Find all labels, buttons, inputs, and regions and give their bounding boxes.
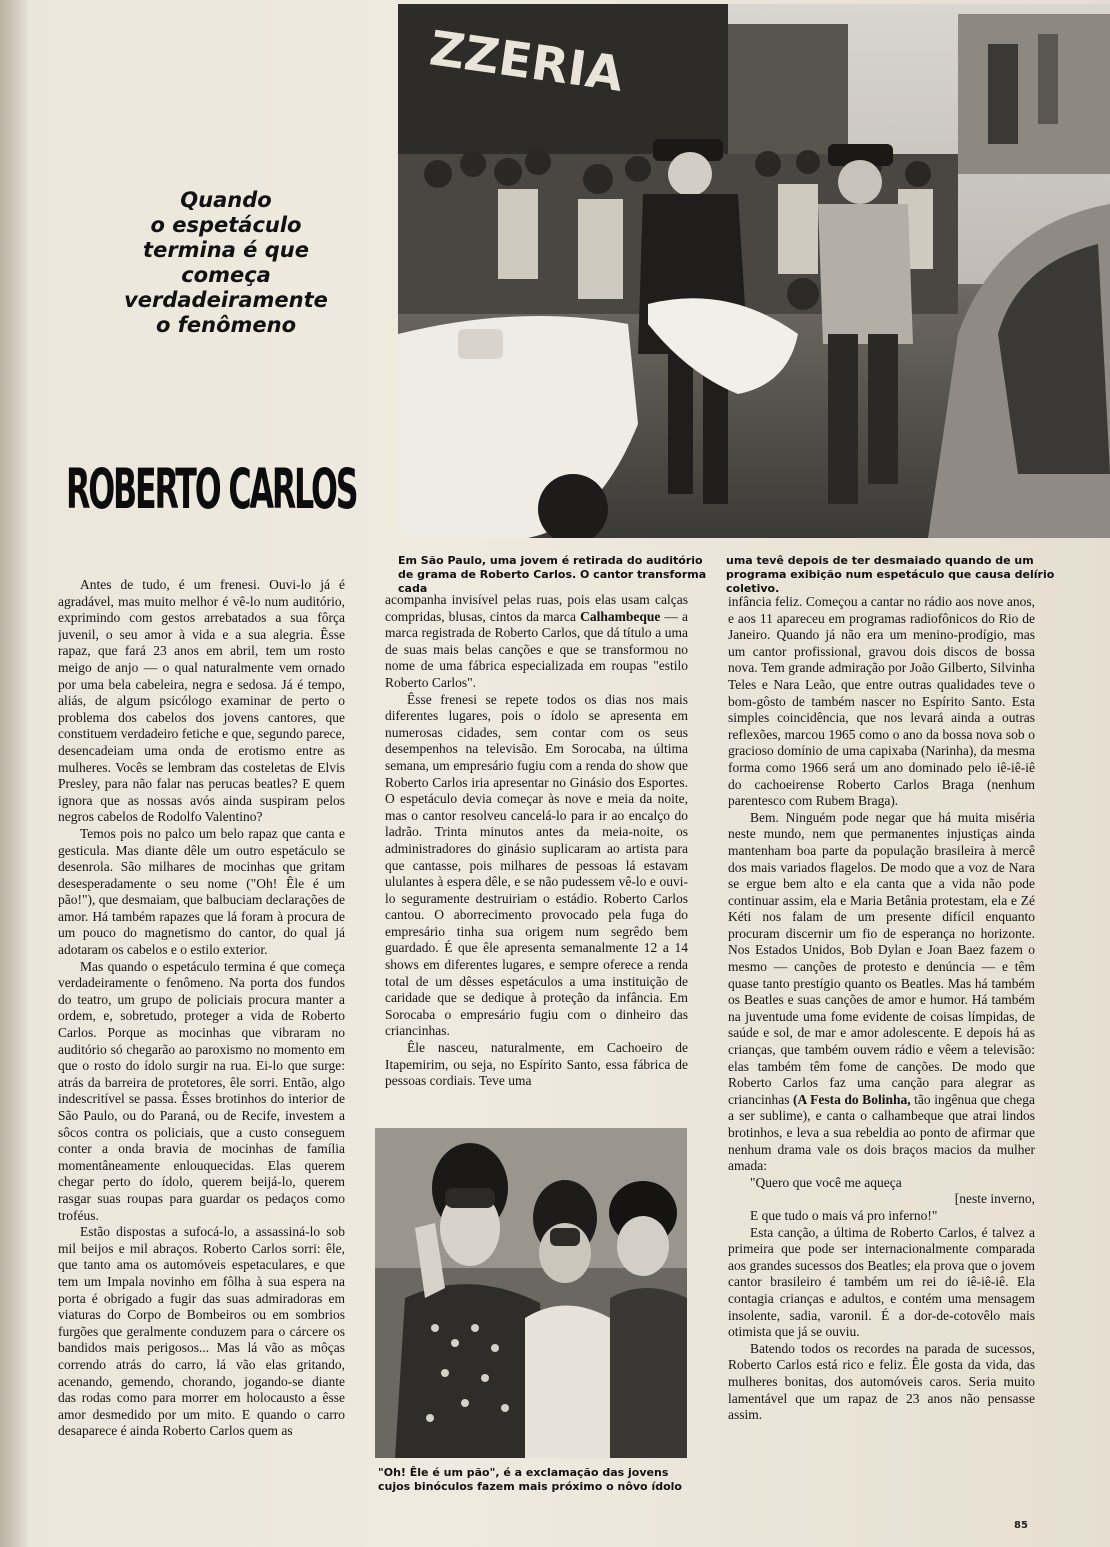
page-number: 85 <box>1014 1520 1028 1531</box>
article-headline <box>96 188 356 338</box>
article-column-2 <box>385 592 688 1128</box>
paragraph: Esta canção, a última de Roberto Carlos, é talvez a primeira que pode ser internacionalmente comparada aos grandes sucessos dos Beatles; ela prova que o jovem cantor brasileiro é também um rei do iê-iê-iê. Ela contagia crianças e adultos, e contém uma mensagem insolente, sadia, varonil. É a dor-de-cotovêlo mais otimista que já se ouviu. <box>728 1224 1035 1340</box>
page-spine-shadow <box>0 0 28 1547</box>
quote-line: [neste inverno, <box>954 1191 1035 1207</box>
text-run: — a marca registrada de Roberto Carlos, que dá título a uma de suas mais belas canções e que se transformou no nome de uma fábrica especializada em roupas "estilo Roberto Carlos". <box>385 608 688 690</box>
photo-top-caption-left: Em São Paulo, uma jovem é retirada do auditório de grama de Roberto Carlos. O cantor transforma cada <box>398 554 707 595</box>
photo-street-police <box>398 4 1110 538</box>
song-title: (A Festa do Bolinha, <box>793 1091 911 1107</box>
headline-line: Quando <box>180 188 272 212</box>
paragraph <box>728 810 1035 1175</box>
paragraph: Batendo todos os recordes na parada de sucessos, Roberto Carlos está rico e feliz. Êle gosta da vida, das mulheres bonitas, dos automóveis caros. Seria muito lamentável que um rapaz de 23 anos não pensasse assim. <box>728 1340 1035 1423</box>
paragraph: Temos pois no palco um belo rapaz que canta e gesticula. Mas diante dêle um outro espetáculo se desenrola. São milhares de mocinhas que gritam desesperadamente o seu nome ("Oh! Êle é um pão!"), que desmaiam, que balbuciam declarações de amor. Há também rapazes que lá foram à procura de um pouco do magnetismo do cantor, do qual já adotaram os cabelos e o estilo exterior. <box>58 825 345 958</box>
headline-line: começa <box>181 263 271 287</box>
paragraph: Mas quando o espetáculo termina é que começa verdadeiramente o fenômeno. Na porta dos fundos do teatro, um grupo de policiais procura manter a ordem, e, sobretudo, proteger a vida de Roberto Carlos. Porque as mocinhas que vibraram no auditório só chegarão ao paroxismo no momento em que o rosto do ídolo surgir na rua. Ei-lo que surge: atrás da barreira de protetores, êle sorri. Então, algo indescritível se passa. Êsses brotinhos do interior de São Paulo, ou do Paraná, ou de Recife, investem a sôcos contra os policiais, que a custo conseguem conter a onda bravia de mocinhas de família momentâneamente enlouquecidas. Elas querem chegar perto do ídolo, querem beijá-lo, querem rasgar suas roupas para guardar os pedaços como troféus. <box>58 958 345 1223</box>
song-quote <box>728 1175 1035 1225</box>
photo-girls-binoculars <box>375 1128 687 1458</box>
paragraph: Êsse frenesi se repete todos os dias nos mais diferentes lugares, pois o ídolo se apresenta em numerosas cidades, sem contar com os seus desempenhos na televisão. Em Sorocaba, na última semana, um empresário fugiu com a renda do show que Roberto Carlos iria apresentar no Ginásio dos Esportes. O espetáculo devia começar às nove e meia da noite, mas o cantor resolveu cancelá-lo para ir ao encalço do ladrão. Trinta minutos antes da meia-noite, os administradores do ginásio suplicaram ao artista para que cantasse, pois milhares de pessoas lá estavam ululantes à espera dêle, e se não pudessem vê-lo e ouvi-lo seguramente destruiriam o estádio. Roberto Carlos cantou. O aborrecimento provocado pela fuga do empresário tinha sua origem num segrêdo bem guardado. É que êle apresenta semanalmente 12 a 14 shows em diferentes lugares, e sempre oferece a renda total de um dêsses espetáculos a uma instituição de caridade que se dedique à proteção da infância. Em Sorocaba o empresário fugiu com o dinheiro das criancinhas. <box>385 691 688 1039</box>
article-title-name: ROBERTO CARLOS <box>66 458 357 522</box>
paragraph: Êle nasceu, naturalmente, em Cachoeiro de Itapemirim, ou seja, no Espírito Santo, essa fábrica de pessoas cordiais. Teve uma <box>385 1040 688 1089</box>
pizzeria-sign: ZZERIA <box>426 20 627 103</box>
brand-name: Calhambeque <box>580 608 661 624</box>
paragraph: Estão dispostas a sufocá-lo, a assassiná-lo sob mil beijos e mil abraços. Roberto Carlos sorri: êle, que tanto ama os automóveis espetaculares, e que tem um Impala novinho em fôlha à sua espera na porta é obrigado a fugir das suas admiradoras em viaturas do Corpo de Bombeiros ou em sombrios furgões que geralmente conduzem para o cárcere os bandidos mais perigosos... Mas lá vão as môças correndo atrás do carro, lá vão elas gritando, acenando, gemendo, chorando, jogando-se diante das rodas como para morrer em holocausto a êsse amor desmedido por um mito. E quando o carro desaparece é ainda Roberto Carlos quem as <box>58 1224 345 1439</box>
photo-bottom-caption: "Oh! Êle é um pão", é a exclamação das jovens cujos binóculos fazem mais próximo o nôvo ídolo <box>378 1466 682 1493</box>
quote-line: E que tudo o mais vá pro inferno!" <box>750 1207 938 1223</box>
headline-line: verdadeiramente <box>124 288 328 312</box>
headline-line: o fenômeno <box>156 313 296 337</box>
audience-illustration <box>375 1128 687 1458</box>
article-column-3 <box>728 594 1035 1529</box>
text-run: tão ingênua que chega a ser sublime), e canta o calhambeque que atrai lindos brotinhos, e leva a sua rebeldia ao ponto de afirmar que nenhum drama vale os dois braços macios da mulher amada: <box>728 1091 1035 1174</box>
text-run: acompanha invisível pelas ruas, pois elas usam calças compridas, blusas, cintos da marca <box>385 592 688 624</box>
headline-line: o espetáculo <box>150 213 302 237</box>
street-scene-illustration <box>398 4 1110 538</box>
paragraph-continued: infância feliz. Começou a cantar no rádio aos nove anos, e aos 11 apareceu em programas radiofônicos do Rio de Janeiro. Quando já não era um menino-prodígio, mas um cantor profissional, gravou dois discos de bossa nova. Tem grande admiração por João Gilberto, Silvinha Teles e Nara Leão, que entre outras qualidades teve o bom-gôsto de também nascer no Espírito Santo. Esta simples coincidência, que nos levará ainda a outras reflexões, marcou 1965 como o ano da bossa nova sob o gracioso domínio de uma capixaba (Narinha), da mesma forma como 1966 será um ano dominado pelo iê-iê-iê do cachoeirense Roberto Carlos Braga (nenhum parentesco com Rubem Braga). <box>728 594 1035 809</box>
paragraph: Antes de tudo, é um frenesi. Ouvi-lo já é agradável, mas muito melhor é vê-lo num auditório, exprimindo com gestos arrebatados a sua fôrça juvenil, o seu amor à vida e a sua alegria. Êsse rapaz, que fará 23 anos em abril, tem um rosto meigo de anjo — o qual naturalmente vem ornado por uma bela cabeleira, negra e sedosa. Já é tempo, aliás, de algum psicólogo examinar de perto o problema dos cabelos dos jovens cantores, que constituem verdadeiro fetiche e que, segundo parece, desencadeiam uma onda de erotismo entre as mulheres. Vocês se lembram das costeletas de Elvis Presley, para não falar nas perucas beatles? E quem ignora que as nossas avós ainda suspiram pelos negros cabelos de Rodolfo Valentino? <box>58 577 345 825</box>
text-run: Bem. Ninguém pode negar que há muita miséria neste mundo, nem que permanentes injustiças ainda mantenham boa parte da população brasileira à mercê dos mais variados flagelos. De modo que a voz de Nara se ergue bem alto e ela canta que a vida não pode continuar assim, ela e Maria Betânia protestam, ela e Zé Kéti nos falam de um presente difícil enquanto procuram discernir um fio de esperança no horizonte. Nos Estados Unidos, Bob Dylan e Joan Baez fazem o mesmo — canções de protesto e denúncia — e têm quase tanto prestígio quanto os Beatles. Mas há também os Beatles e suas canções de amor e humor. Há também na juventude uma fome evidente de coisas límpidas, de saúde e sol, de mar e amor adolescente. E depois há as crianças, que também ouvem rádio e vêem a televisão: elas também têm fome de canções. De modo que Roberto Carlos faz uma canção para alegrar as criancinhas <box>728 809 1035 1107</box>
quote-line: "Quero que você me aqueça <box>750 1174 902 1190</box>
photo-top-caption-right: uma tevê depois de ter desmaiado quando de um programa exibição num espetáculo que causa delírio coletivo. <box>726 554 1055 595</box>
article-column-1 <box>58 577 345 1495</box>
headline-line: termina é que <box>143 238 309 262</box>
paragraph-continued <box>385 592 688 692</box>
